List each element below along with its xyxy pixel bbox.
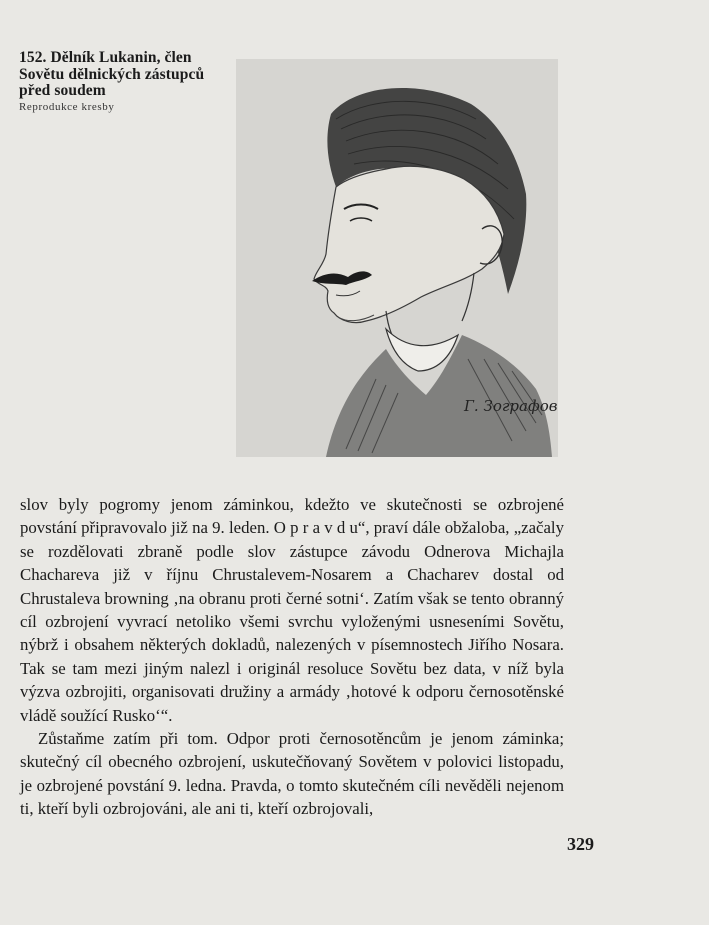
page-number: 329 [567,834,594,854]
artist-signature: Г. Зографов [464,397,558,415]
figure-caption [19,50,234,114]
caption-title: 152. Dělník Lukanin, člen Sovětu dělnických zástupců před soudem [19,49,205,99]
caption-subtitle: Reprodukce kresby [19,100,115,113]
portrait-sketch [236,59,558,457]
body-text [20,493,564,821]
portrait-illustration [236,59,558,457]
paragraph: slov byly pogromy jenom záminkou, kdežto ve skutečnosti se ozbrojené povstání připravovalo již na 9. leden. O p r a v d u“, praví dále obžaloba, „začaly se rozdělovati zbraně podle slov zástupce závodu Odnerova Michajla Chachareva již v říjnu Chrustalevem-Nosarem a Chacharev dostal od Chrustaleva browning ‚na obranu proti černé sotni‘. Zatím však se tento obranný cíl ozbrojení vyvrací netoliko všemi svrchu vyloženými usneseními Sovětu, nýbrž i obsahem některých dokladů, nalezených v písemnostech Jiřího Nosara. Tak se tam mezi jiným nalezl i originál resoluce Sovětu bez data, v níž byla výzva ozbrojiti, organisovati družiny a armády ‚hotové k odporu černosotěnské vládě soužící Rusko‘“. [20,495,564,725]
paragraph: Zůstaňme zatím při tom. Odpor proti černosotěncům je jenom záminka; skutečný cíl obecného ozbrojení, uskutečňovaný Sovětem v polovici listopadu, je ozbrojené povstání 9. ledna. Pravda, o tomto skutečném cíli nevěděli nejenom ti, kteří byli ozbrojováni, ale ani ti, kteří ozbrojovali, [20,729,564,819]
